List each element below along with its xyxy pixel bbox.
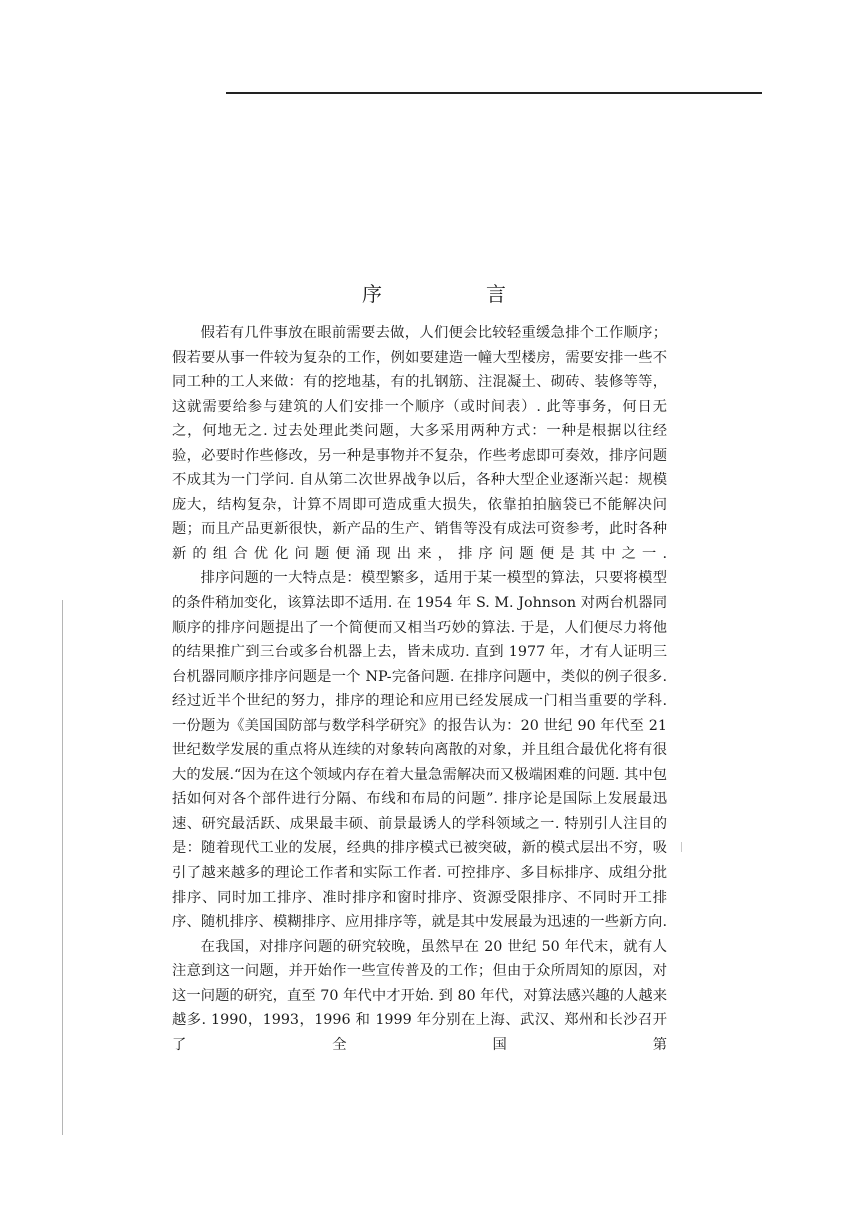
- page-title: 序 言: [362, 282, 548, 306]
- paragraph-3: 在我国，对排序问题的研究较晚，虽然早在 20 世纪 50 年代末，就有人注意到这一问题，并开始作一些宣传普及的工作；但由于众所周知的原因，对这一问题的研究，直至 70 年代中才开始. 到 80 年代，对算法感兴趣的人越来越多. 1990，1993，1996 和 1999 年分别在上海、武汉、郑州和长沙召开了全国第: [172, 938, 667, 1053]
- paragraph-1: 假若有几件事放在眼前需要去做，人们便会比较轻重缓急排个工作顺序；假若要从事一件较为复杂的工作，例如要建造一幢大型楼房，需要安排一些不同工种的工人来做：有的挖地基，有的扎钢筋、注混凝土、砌砖、装修等等，这就需要给参与建筑的人们安排一个顺序（或时间表）. 此等事务，何日无之，何地无之. 过去处理此类问题，大多采用两种方式：一种是根据以往经验，必要时作些修改，另一种是事物并不复杂，作些考虑即可奏效，排序问题不成其为一门学问. 自从第二次世界战争以后，各种大型企业逐渐兴起：规模庞大，结构复杂，计算不周即可造成重大损失，依靠拍拍脑袋已不能解决问题；而且产品更新很快，新产品的生产、销售等没有成法可资参考，此时各种新的组合优化问题便涌现出来，排序问题便是其中之一.: [172, 325, 667, 562]
- body-text: [172, 321, 667, 1057]
- header-rule: [226, 92, 762, 94]
- paragraph-2: 排序问题的一大特点是：模型繁多，适用于某一模型的算法，只要将模型的条件稍加变化，该算法即不适用. 在 1954 年 S. M. Johnson 对两台机器同顺序的排序问题提出了一个简便而又相当巧妙的算法. 于是，人们便尽力将他的结果推广到三台或多台机器上去，皆未成功. 直到 1977 年，才有人证明三台机器同顺序排序问题是一个 NP-完备问题. 在排序问题中，类似的例子很多. 经过近半个世纪的努力，排序的理论和应用已经发展成一门相当重要的学科. 一份题为《美国国防部与数学科学研究》的报告认为：20 世纪 90 年代至 21 世纪数学发展的重点将从连续的对象转向离散的对象，并且组合最优化将有很大的发展.“因为在这个领域内存在着大量急需解决而又极端困难的问题. 其中包括如何对各个部件进行分隔、布线和布局的问题”. 排序论是国际上发展最迅速、研究最活跃、成果最丰硕、前景最诱人的学科领域之一. 特别引人注目的是：随着现代工业的发展，经典的排序模式已被突破，新的模式层出不穷，吸引了越来越多的理论工作者和实际工作者. 可控排序、多目标排序、成组分批排序、同时加工排序、准时排序和窗时排序、资源受限排序、不同时开工排序、随机排序、模糊排序、应用排序等，就是其中发展最为迅速的一些新方向.: [172, 570, 667, 931]
- scan-speck: [681, 842, 682, 852]
- scan-margin-line: [62, 600, 63, 1135]
